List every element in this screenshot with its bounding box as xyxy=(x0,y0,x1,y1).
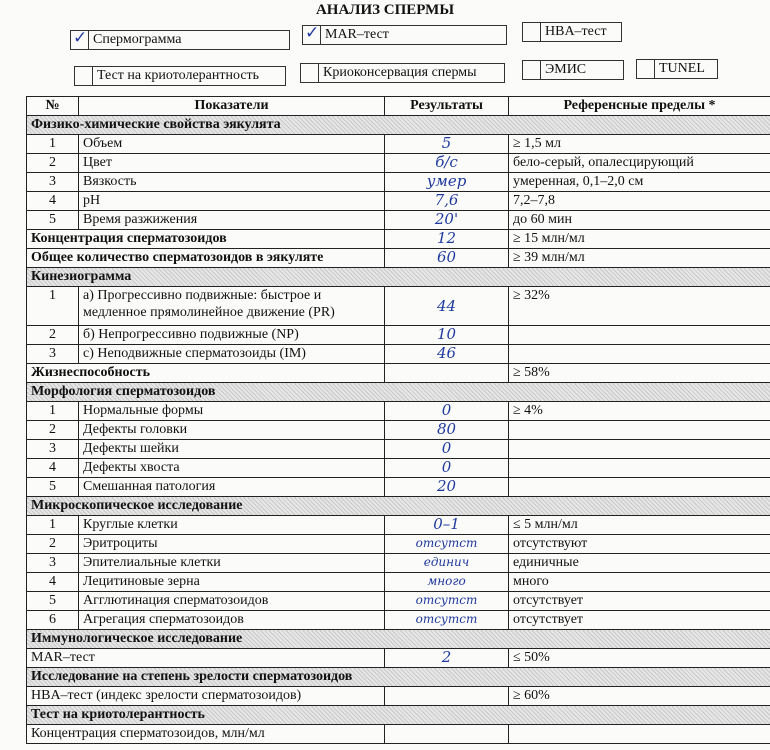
section-title: Микроскопическое исследование xyxy=(27,497,770,516)
row-label: Дефекты головки xyxy=(79,421,385,440)
checkbox-hba-test[interactable] xyxy=(522,22,622,42)
checkbox-box[interactable] xyxy=(75,67,93,85)
result-value[interactable]: 20' xyxy=(385,211,509,230)
section-title: Физико-химические свойства эякулята xyxy=(27,116,770,135)
row-label-line: а) Прогрессивно подвижные: быстрое и xyxy=(83,288,322,303)
reference-value xyxy=(509,326,770,345)
reference-value: отсутствует xyxy=(509,592,770,611)
section-title: Морфология сперматозоидов xyxy=(27,383,770,402)
results-table xyxy=(26,96,770,744)
table-row xyxy=(27,440,770,459)
checkbox-box[interactable] xyxy=(523,23,541,41)
reference-value: ≥ 39 млн/мл xyxy=(509,249,770,268)
checkbox-box[interactable] xyxy=(303,23,321,44)
reference-value: отсутствуют xyxy=(509,535,770,554)
row-number: 1 xyxy=(27,516,79,535)
row-label: Время разжижения xyxy=(79,211,385,230)
table-row-cryo xyxy=(27,725,770,744)
row-number: 4 xyxy=(27,192,79,211)
table-row xyxy=(27,459,770,478)
table-row-viability xyxy=(27,364,770,383)
reference-value: 7,2–7,8 xyxy=(509,192,770,211)
result-value[interactable]: 20 xyxy=(385,478,509,497)
row-label: Объем xyxy=(79,135,385,154)
checkbox-label: Криоконсервация спермы xyxy=(323,65,477,80)
result-value[interactable]: 12 xyxy=(385,230,509,249)
row-number: 2 xyxy=(27,421,79,440)
result-value[interactable]: 0–1 xyxy=(385,516,509,535)
table-row xyxy=(27,345,770,364)
section-title: Исследование на степень зрелости сперматозоидов xyxy=(27,668,770,687)
result-value[interactable]: много xyxy=(385,573,509,592)
reference-value: ≥ 32% xyxy=(509,287,770,326)
table-header xyxy=(27,97,770,116)
checkbox-box[interactable] xyxy=(301,64,319,82)
table-row xyxy=(27,611,770,630)
row-number: 2 xyxy=(27,154,79,173)
reference-value: ≥ 1,5 мл xyxy=(509,135,770,154)
result-value[interactable]: умер xyxy=(385,173,509,192)
table-row-mar xyxy=(27,649,770,668)
row-number: 2 xyxy=(27,326,79,345)
reference-value: отсутствует xyxy=(509,611,770,630)
table-row xyxy=(27,516,770,535)
table-row-concentration xyxy=(27,230,770,249)
row-number: 3 xyxy=(27,173,79,192)
reference-value: ≥ 4% xyxy=(509,402,770,421)
row-label: Агглютинация сперматозоидов xyxy=(79,592,385,611)
row-label: Вязкость xyxy=(79,173,385,192)
header-reference: Референсные пределы * xyxy=(509,97,770,116)
section-title: Иммунологическое исследование xyxy=(27,630,770,649)
header-results: Результаты xyxy=(385,97,509,116)
header-number: № xyxy=(27,97,79,116)
check-icon: ✓ xyxy=(305,23,320,43)
section-maturity xyxy=(27,668,770,687)
row-label: Цвет xyxy=(79,154,385,173)
table-row xyxy=(27,173,770,192)
checkbox-cryotolerance[interactable] xyxy=(74,66,286,86)
row-label: Агрегация сперматозоидов xyxy=(79,611,385,630)
table-row xyxy=(27,402,770,421)
row-label: Эпителиальные клетки xyxy=(79,554,385,573)
result-value[interactable]: б/с xyxy=(385,154,509,173)
page-title: АНАЛИЗ СПЕРМЫ xyxy=(315,2,455,18)
table-row xyxy=(27,535,770,554)
reference-value: бело-серый, опалесцирующий xyxy=(509,154,770,173)
row-number: 5 xyxy=(27,592,79,611)
section-title: Тест на криотолерантность xyxy=(27,706,770,725)
reference-value: единичные xyxy=(509,554,770,573)
row-label: Нормальные формы xyxy=(79,402,385,421)
checkbox-box[interactable] xyxy=(71,28,89,49)
row-number: 3 xyxy=(27,440,79,459)
reference-value xyxy=(509,421,770,440)
row-number: 4 xyxy=(27,459,79,478)
checkbox-box[interactable] xyxy=(637,60,655,78)
reference-value xyxy=(509,440,770,459)
row-label: Лецитиновые зерна xyxy=(79,573,385,592)
checkbox-spermogram[interactable] xyxy=(70,30,290,50)
checkbox-label: Спермограмма xyxy=(93,32,182,47)
table-row-total xyxy=(27,249,770,268)
result-value[interactable]: 0 xyxy=(385,440,509,459)
result-value[interactable]: 10 xyxy=(385,326,509,345)
row-number: 1 xyxy=(27,402,79,421)
result-value[interactable]: 46 xyxy=(385,345,509,364)
table-row xyxy=(27,192,770,211)
result-value[interactable]: 0 xyxy=(385,402,509,421)
row-label: Жизнеспособность xyxy=(27,364,385,383)
row-number: 5 xyxy=(27,478,79,497)
row-label xyxy=(79,287,385,326)
reference-value: ≥ 58% xyxy=(509,364,770,383)
checkbox-tunel[interactable] xyxy=(636,59,718,79)
row-number: 5 xyxy=(27,211,79,230)
result-value[interactable]: отсутст xyxy=(385,611,509,630)
result-value[interactable]: отсутст xyxy=(385,535,509,554)
table-row xyxy=(27,421,770,440)
row-label: pH xyxy=(79,192,385,211)
result-value[interactable]: отсутст xyxy=(385,592,509,611)
checkbox-box[interactable] xyxy=(523,61,541,79)
table-row xyxy=(27,154,770,173)
checkbox-label: Тест на криотолерантность xyxy=(97,68,260,83)
checkbox-cryopreservation[interactable] xyxy=(300,63,505,83)
reference-value xyxy=(509,478,770,497)
table-row-hba xyxy=(27,687,770,706)
result-value[interactable] xyxy=(385,364,509,383)
row-label: Концентрация сперматозоидов, млн/мл xyxy=(27,725,385,744)
row-number: 3 xyxy=(27,554,79,573)
reference-value: умеренная, 0,1–2,0 см xyxy=(509,173,770,192)
reference-value xyxy=(509,345,770,364)
row-label: Эритроциты xyxy=(79,535,385,554)
table-row xyxy=(27,573,770,592)
checkbox-mar-test[interactable] xyxy=(302,25,507,45)
row-label: MAR–тест xyxy=(27,649,385,668)
row-label: Дефекты шейки xyxy=(79,440,385,459)
result-value[interactable]: единич xyxy=(385,554,509,573)
result-value[interactable]: 5 xyxy=(385,135,509,154)
row-label: б) Непрогрессивно подвижные (NP) xyxy=(79,326,385,345)
row-label-line: медленное прямолинейное движение (PR) xyxy=(83,305,335,320)
result-value[interactable]: 80 xyxy=(385,421,509,440)
result-value[interactable] xyxy=(385,725,509,744)
reference-value: ≤ 5 млн/мл xyxy=(509,516,770,535)
result-value[interactable]: 2 xyxy=(385,649,509,668)
row-number: 1 xyxy=(27,287,79,326)
checkbox-label: HBA–тест xyxy=(545,24,607,39)
row-label: Концентрация сперматозоидов xyxy=(27,230,385,249)
result-value[interactable] xyxy=(385,687,509,706)
section-morphology xyxy=(27,383,770,402)
checkbox-label: TUNEL xyxy=(659,61,705,76)
checkbox-emis[interactable] xyxy=(522,60,624,80)
table-row xyxy=(27,287,770,326)
table-row xyxy=(27,211,770,230)
reference-value: ≤ 50% xyxy=(509,649,770,668)
result-value[interactable]: 60 xyxy=(385,249,509,268)
section-cryotolerance xyxy=(27,706,770,725)
reference-value xyxy=(509,725,770,744)
row-label: Смешанная патология xyxy=(79,478,385,497)
section-title: Кинезиограмма xyxy=(27,268,770,287)
checkbox-label: ЭМИС xyxy=(545,62,587,77)
row-label: Общее количество сперматозоидов в эякуляте xyxy=(27,249,385,268)
row-number: 3 xyxy=(27,345,79,364)
row-label: HBA–тест (индекс зрелости сперматозоидов) xyxy=(27,687,385,706)
reference-value: много xyxy=(509,573,770,592)
check-icon: ✓ xyxy=(73,28,88,48)
reference-value xyxy=(509,459,770,478)
section-immunology xyxy=(27,630,770,649)
row-number: 6 xyxy=(27,611,79,630)
section-microscopy xyxy=(27,497,770,516)
row-label: Круглые клетки xyxy=(79,516,385,535)
reference-value: до 60 мин xyxy=(509,211,770,230)
section-kinesiogram xyxy=(27,268,770,287)
result-value[interactable]: 44 xyxy=(385,287,509,326)
section-physchem xyxy=(27,116,770,135)
row-number: 4 xyxy=(27,573,79,592)
row-number: 2 xyxy=(27,535,79,554)
checkbox-label: MAR–тест xyxy=(325,27,389,42)
table-row xyxy=(27,326,770,345)
header-indicators: Показатели xyxy=(79,97,385,116)
table-row xyxy=(27,554,770,573)
table-row xyxy=(27,135,770,154)
result-value[interactable]: 7,6 xyxy=(385,192,509,211)
reference-value: ≥ 60% xyxy=(509,687,770,706)
table-row xyxy=(27,478,770,497)
result-value[interactable]: 0 xyxy=(385,459,509,478)
table-row xyxy=(27,592,770,611)
row-label: Дефекты хвоста xyxy=(79,459,385,478)
row-number: 1 xyxy=(27,135,79,154)
reference-value: ≥ 15 млн/мл xyxy=(509,230,770,249)
row-label: с) Неподвижные сперматозоиды (IM) xyxy=(79,345,385,364)
